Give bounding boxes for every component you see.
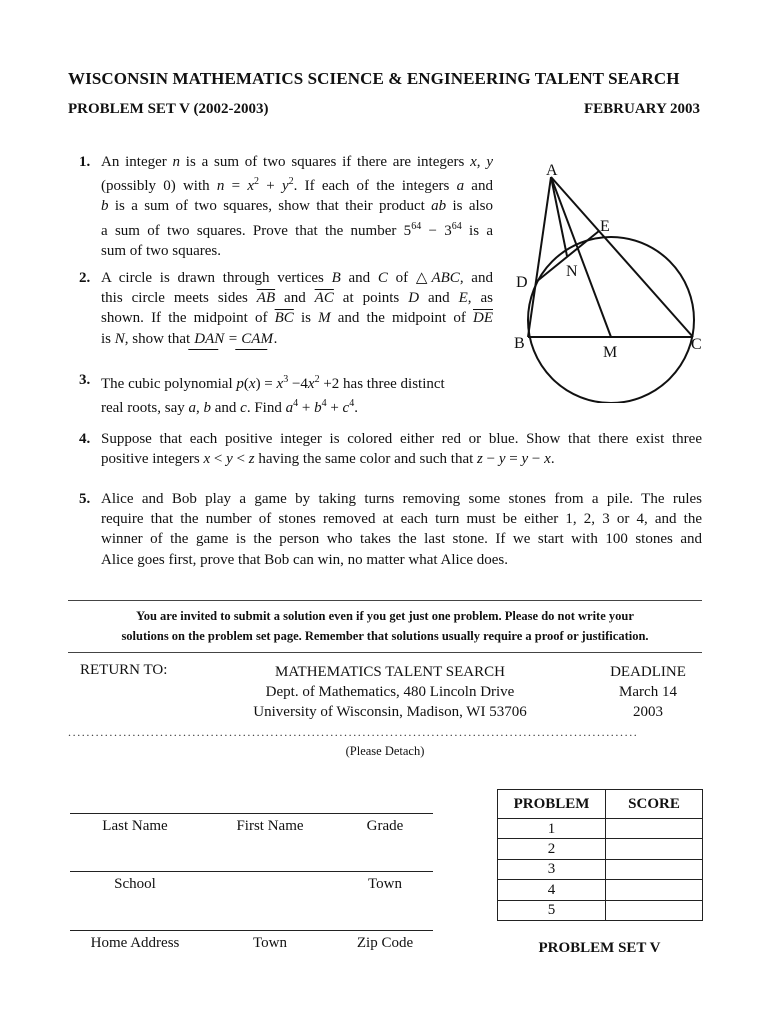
problem-number: 4. [79, 431, 91, 447]
problem-line: winner of the game is the person who takes the last stone. If we start with 100 stones and [101, 531, 702, 548]
address-line: MATHEMATICS TALENT SEARCH [275, 664, 505, 680]
problem-line: Alice goes first, prove that Bob can win, no matter what Alice does. [101, 551, 508, 568]
table-row [498, 819, 703, 839]
circle [528, 237, 694, 403]
return-to-label: RETURN TO: [80, 662, 168, 678]
problem-text [101, 489, 702, 570]
problem-number-cell: 4 [498, 880, 606, 900]
divider [68, 652, 702, 653]
label-b: B [514, 335, 525, 352]
segment-ab [528, 177, 551, 337]
date-label: FEBRUARY 2003 [583, 101, 700, 117]
last-name-label: Last Name [102, 818, 168, 834]
problem-number: 1. [79, 154, 91, 170]
segment-an [551, 177, 567, 256]
geometry-figure [510, 158, 720, 403]
score-cell[interactable] [606, 859, 703, 879]
deadline-label: DEADLINE [610, 664, 686, 680]
problem-column-header: PROBLEM [498, 790, 606, 819]
grade-label: Grade [366, 818, 404, 834]
table-row [498, 880, 703, 900]
problem-text: An integer n is a sum of two squares if there are integers x, y (possibly 0) with $n = x^2 + y^2$. If each of the integers a and b is a sum of two squares, show that their product ab is also a sum of two squares. Prove that the number $5^{64} - 3^{64}$ is a sum of two squares. [101, 154, 494, 259]
school-line [70, 871, 433, 872]
deadline-date: March 14 [619, 684, 677, 700]
table-row [498, 900, 703, 920]
score-cell[interactable] [606, 839, 703, 859]
segment-am [551, 177, 611, 337]
first-name-label: First Name [236, 818, 304, 834]
score-cell[interactable] [606, 880, 703, 900]
table-row [498, 859, 703, 879]
label-e: E [600, 218, 610, 235]
school-label: School [114, 876, 156, 892]
zip-code-label: Zip Code [356, 935, 414, 951]
label-a: A [546, 162, 558, 179]
problem-text: A circle is drawn through vertices B and C of △ABC, and this circle meets sides $\overline{AB}$ and $\overline{AC}$ at points D and E, as shown. If the midpoint of $\overline{BC}$ is M and the midpoint of $\overline{DE}$ is N, show that DAN = CAM. [101, 268, 493, 350]
score-cell[interactable] [606, 819, 703, 839]
problem-number: 2. [79, 270, 91, 286]
deadline-year: 2003 [633, 704, 663, 720]
problem-set-footer: PROBLEM SET V [538, 940, 661, 956]
label-m: M [603, 344, 618, 361]
town-label: Town [253, 935, 287, 951]
label-d: D [516, 274, 528, 291]
label-c: C [691, 336, 702, 353]
problem-number-cell: 1 [498, 819, 606, 839]
table-row [498, 839, 703, 859]
score-table [497, 789, 703, 921]
return-address [230, 662, 550, 722]
problem-text: Suppose that each positive integer is colored either red or blue. Show that there exist three positive integers x < y < z having the same color and such that z − y = y − x. [101, 431, 702, 468]
problem-line: Alice and Bob play a game by taking turns removing some stones from a pile. The rules [101, 491, 702, 507]
problem-number-cell: 3 [498, 859, 606, 879]
deadline-block [596, 662, 700, 722]
address-line [70, 930, 433, 931]
detach-dotted-line: ............................................................................................................................ [68, 726, 639, 738]
divider [68, 600, 702, 601]
problem-set-label: PROBLEM SET V (2002-2003) [68, 101, 269, 117]
problem-number: 5. [79, 491, 91, 507]
invitation-note [68, 606, 702, 646]
problem-number-cell: 2 [498, 839, 606, 859]
town-label: Town [368, 876, 402, 892]
problem-line: require that the number of stones removed at each turn must be either 1, 2, 3 or 4, and the [101, 511, 702, 528]
address-line: Dept. of Mathematics, 480 Lincoln Drive [265, 684, 515, 700]
page-title: WISCONSIN MATHEMATICS SCIENCE & ENGINEERING TALENT SEARCH [68, 69, 680, 88]
invitation-line: solutions on the problem set page. Remember that solutions usually require a proof or justification. [121, 629, 649, 643]
problem-number: 3. [79, 372, 91, 388]
invitation-line: You are invited to submit a solution even if you get just one problem. Please do not write your [136, 609, 634, 623]
score-cell[interactable] [606, 900, 703, 920]
score-column-header: SCORE [606, 790, 703, 819]
name-line [70, 813, 433, 814]
detach-label: (Please Detach) [345, 744, 425, 758]
problem-number-cell: 5 [498, 900, 606, 920]
home-address-label: Home Address [90, 935, 180, 951]
label-n: N [566, 263, 578, 280]
address-line: University of Wisconsin, Madison, WI 53706 [253, 704, 527, 720]
segment-ac [551, 177, 693, 337]
problem-text: The cubic polynomial $p(x) = x^3 -4x^2 +2$ has three distinct real roots, say a, b and c. Find $a^4 + b^4 + c^4$. [101, 374, 445, 417]
